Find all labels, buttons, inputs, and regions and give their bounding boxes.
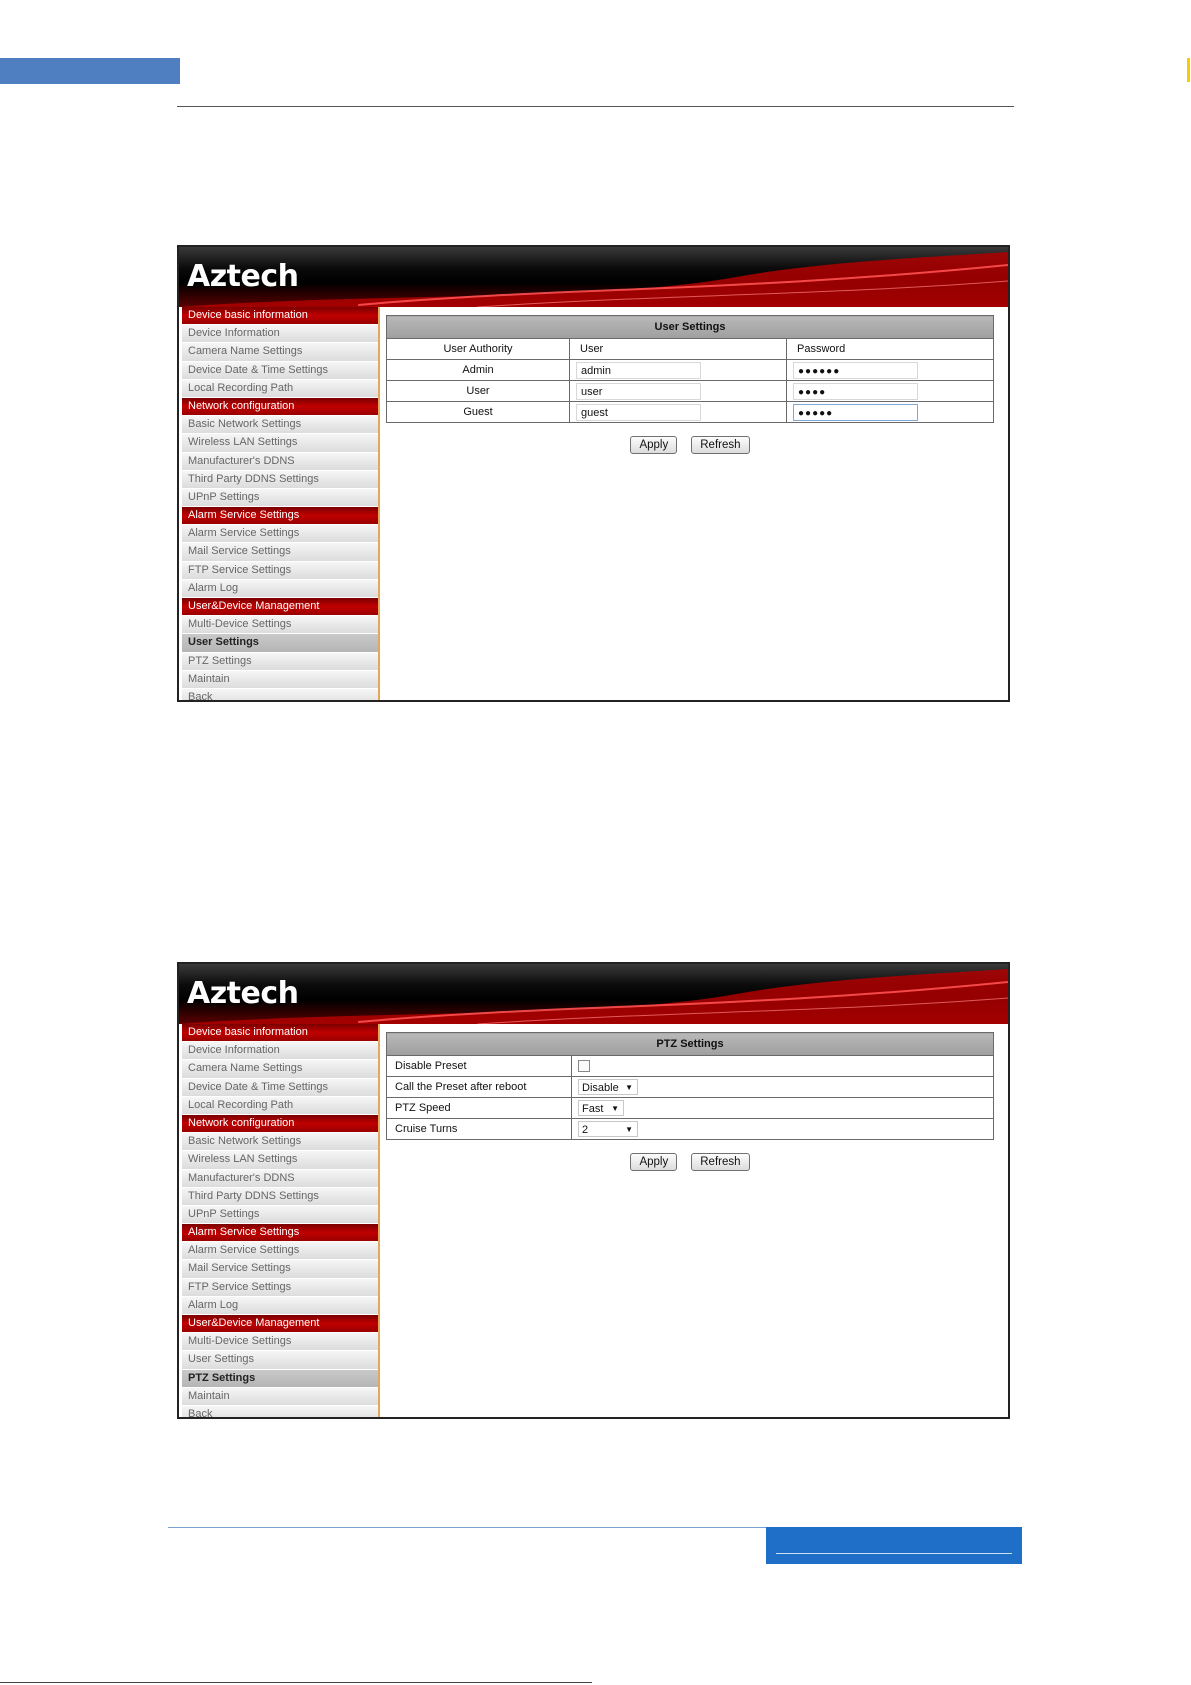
chevron-down-icon: ▼ [611, 1104, 619, 1113]
sidebar-item-multi-device-settings[interactable]: Multi-Device Settings [182, 1333, 378, 1351]
column-header-password: Password [787, 339, 994, 360]
sidebar-item-ftp-service-settings[interactable]: FTP Service Settings [182, 562, 378, 580]
user-settings-panel [386, 315, 994, 454]
call-preset-select[interactable] [578, 1079, 638, 1095]
header-rule [177, 106, 1014, 107]
disable-preset-label: Disable Preset [387, 1056, 572, 1077]
sidebar-item-camera-name-settings[interactable]: Camera Name Settings [182, 1060, 378, 1078]
sidebar-item-multi-device-settings[interactable]: Multi-Device Settings [182, 616, 378, 634]
sidebar-item-device-information[interactable]: Device Information [182, 325, 378, 343]
table-row [387, 381, 994, 402]
authority-cell: Guest [387, 402, 570, 423]
sidebar-item-upnp-settings[interactable]: UPnP Settings [182, 489, 378, 507]
page-bottom-line [0, 1682, 592, 1683]
authority-cell: User [387, 381, 570, 402]
sidebar-item-alarm-log[interactable]: Alarm Log [182, 580, 378, 598]
sidebar-section-network-configuration: Network configuration [182, 1115, 378, 1133]
call-preset-label: Call the Preset after reboot [387, 1077, 572, 1098]
sidebar-item-alarm-service-settings[interactable]: Alarm Service Settings [182, 1242, 378, 1260]
sidebar-section-alarm-service-settings: Alarm Service Settings [182, 1224, 378, 1242]
panel-title: PTZ Settings [387, 1033, 994, 1056]
refresh-button[interactable]: Refresh [691, 436, 749, 454]
sidebar-section-alarm-service-settings: Alarm Service Settings [182, 507, 378, 525]
username-field-admin[interactable]: admin [576, 362, 701, 379]
sidebar-section-device-basic-information: Device basic information [182, 1024, 378, 1042]
header-edge-mark [1187, 58, 1190, 82]
ptz-settings-panel [386, 1032, 994, 1171]
sidebar-item-mail-service-settings[interactable]: Mail Service Settings [182, 1260, 378, 1278]
screenshot-user-settings [177, 245, 1010, 702]
sidebar-item-basic-network-settings[interactable]: Basic Network Settings [182, 416, 378, 434]
sidebar-item-back[interactable]: Back [182, 689, 378, 702]
sidebar-item-user-settings[interactable]: User Settings [182, 634, 378, 652]
footer-rule [168, 1527, 768, 1528]
sidebar-item-local-recording-path[interactable]: Local Recording Path [182, 380, 378, 398]
sidebar-item-mail-service-settings[interactable]: Mail Service Settings [182, 543, 378, 561]
sidebar-nav [182, 307, 380, 700]
sidebar-item-ptz-settings[interactable]: PTZ Settings [182, 653, 378, 671]
column-header-user: User [570, 339, 787, 360]
sidebar-item-third-party-ddns-settings[interactable]: Third Party DDNS Settings [182, 1188, 378, 1206]
disable-preset-checkbox[interactable] [578, 1060, 590, 1072]
ptz-speed-value: Fast [582, 1103, 604, 1115]
sidebar-item-device-date-time-settings[interactable]: Device Date & Time Settings [182, 1079, 378, 1097]
username-field-user[interactable]: user [576, 383, 701, 400]
sidebar-item-manufacturer-s-ddns[interactable]: Manufacturer's DDNS [182, 1170, 378, 1188]
sidebar-item-wireless-lan-settings[interactable]: Wireless LAN Settings [182, 434, 378, 452]
authority-cell: Admin [387, 360, 570, 381]
apply-button[interactable]: Apply [630, 1153, 677, 1171]
button-row [386, 1153, 994, 1171]
table-row [387, 1098, 994, 1119]
button-row [386, 436, 994, 454]
sidebar-item-third-party-ddns-settings[interactable]: Third Party DDNS Settings [182, 471, 378, 489]
call-preset-value: Disable [582, 1082, 619, 1094]
table-row [387, 1119, 994, 1140]
sidebar-nav [182, 1024, 380, 1417]
table-header-row [387, 339, 994, 360]
sidebar-item-maintain[interactable]: Maintain [182, 671, 378, 689]
sidebar-item-alarm-service-settings[interactable]: Alarm Service Settings [182, 525, 378, 543]
apply-button[interactable]: Apply [630, 436, 677, 454]
footer-tab [766, 1527, 1022, 1564]
brand-banner [179, 247, 1008, 307]
header-tab-bar [0, 58, 180, 84]
refresh-button[interactable]: Refresh [691, 1153, 749, 1171]
table-row [387, 360, 994, 381]
sidebar-item-camera-name-settings[interactable]: Camera Name Settings [182, 343, 378, 361]
password-field-admin[interactable]: ●●●●●● [793, 362, 918, 379]
ptz-settings-table [386, 1032, 994, 1140]
cruise-turns-value: 2 [582, 1124, 589, 1136]
cruise-turns-select[interactable] [578, 1121, 638, 1137]
column-header-authority: User Authority [387, 339, 570, 360]
screenshot-ptz-settings [177, 962, 1010, 1419]
sidebar-item-device-information[interactable]: Device Information [182, 1042, 378, 1060]
sidebar-item-ptz-settings[interactable]: PTZ Settings [182, 1370, 378, 1388]
sidebar-item-basic-network-settings[interactable]: Basic Network Settings [182, 1133, 378, 1151]
ptz-speed-select[interactable] [578, 1100, 624, 1116]
password-field-guest[interactable]: ●●●●● [793, 404, 918, 421]
table-row [387, 402, 994, 423]
password-field-user[interactable]: ●●●● [793, 383, 918, 400]
username-field-guest[interactable]: guest [576, 404, 701, 421]
chevron-down-icon: ▼ [625, 1125, 633, 1134]
user-settings-table [386, 315, 994, 423]
sidebar-item-back[interactable]: Back [182, 1406, 378, 1419]
table-row [387, 1056, 994, 1077]
sidebar-item-maintain[interactable]: Maintain [182, 1388, 378, 1406]
banner-swoosh-graphic [179, 964, 1008, 1024]
brand-banner [179, 964, 1008, 1024]
sidebar-item-alarm-log[interactable]: Alarm Log [182, 1297, 378, 1315]
banner-swoosh-graphic [179, 247, 1008, 307]
sidebar-section-network-configuration: Network configuration [182, 398, 378, 416]
chevron-down-icon: ▼ [625, 1083, 633, 1092]
aztech-logo: Aztech [187, 259, 299, 294]
sidebar-section-user-device-management: User&Device Management [182, 1315, 378, 1333]
panel-title: User Settings [387, 316, 994, 339]
sidebar-item-device-date-time-settings[interactable]: Device Date & Time Settings [182, 362, 378, 380]
sidebar-item-wireless-lan-settings[interactable]: Wireless LAN Settings [182, 1151, 378, 1169]
sidebar-item-manufacturer-s-ddns[interactable]: Manufacturer's DDNS [182, 453, 378, 471]
sidebar-item-upnp-settings[interactable]: UPnP Settings [182, 1206, 378, 1224]
cruise-turns-label: Cruise Turns [387, 1119, 572, 1140]
table-row [387, 1077, 994, 1098]
footer-tab-line [776, 1553, 1012, 1554]
sidebar-item-local-recording-path[interactable]: Local Recording Path [182, 1097, 378, 1115]
sidebar-section-user-device-management: User&Device Management [182, 598, 378, 616]
sidebar-section-device-basic-information: Device basic information [182, 307, 378, 325]
sidebar-item-ftp-service-settings[interactable]: FTP Service Settings [182, 1279, 378, 1297]
sidebar-item-user-settings[interactable]: User Settings [182, 1351, 378, 1369]
ptz-speed-label: PTZ Speed [387, 1098, 572, 1119]
aztech-logo: Aztech [187, 976, 299, 1011]
